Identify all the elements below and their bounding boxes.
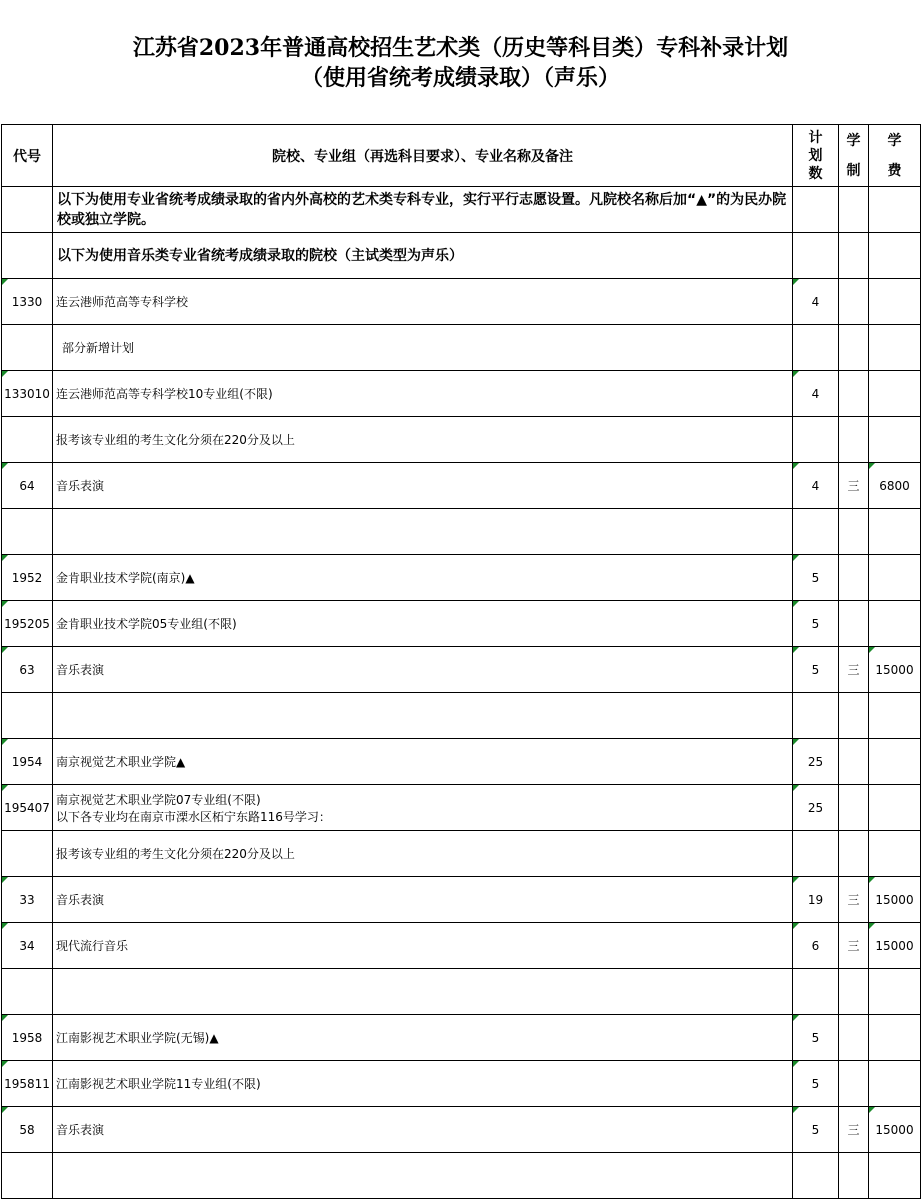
plan-cell: 4	[793, 371, 839, 417]
fee-cell	[869, 417, 921, 463]
xuezhi-cell	[839, 279, 869, 325]
xuezhi-cell	[839, 785, 869, 831]
code-cell: 195811	[2, 1061, 53, 1107]
code-cell: 195205	[2, 601, 53, 647]
table-row	[2, 831, 921, 877]
notice-row	[2, 233, 921, 279]
code-cell	[2, 969, 53, 1015]
name-cell: 部分新增计划	[53, 325, 793, 371]
table-row	[2, 923, 921, 969]
table-row	[2, 601, 921, 647]
table-row	[2, 325, 921, 371]
plan-cell	[793, 693, 839, 739]
name-cell: 南京视觉艺术职业学院▲	[53, 739, 793, 785]
code-cell: 1952	[2, 555, 53, 601]
plan-cell	[793, 509, 839, 555]
xuezhi-cell	[839, 555, 869, 601]
plan-cell: 5	[793, 1015, 839, 1061]
table-row	[2, 279, 921, 325]
table-row	[2, 1015, 921, 1061]
name-line-2: 以下各专业均在南京市溧水区柘宁东路116号学习：	[56, 809, 331, 824]
fee-cell	[869, 1015, 921, 1061]
code-cell: 1330	[2, 279, 53, 325]
fee-cell: 15000	[869, 877, 921, 923]
notice-code-cell	[2, 233, 53, 279]
xuezhi-cell	[839, 1015, 869, 1061]
plan-cell	[793, 325, 839, 371]
table-row	[2, 463, 921, 509]
fee-cell: 15000	[869, 923, 921, 969]
notice-row	[2, 187, 921, 233]
code-cell: 195407	[2, 785, 53, 831]
name-cell: 音乐表演	[53, 463, 793, 509]
fee-cell	[869, 279, 921, 325]
code-cell	[2, 831, 53, 877]
xuezhi-cell	[839, 739, 869, 785]
plan-cell	[793, 417, 839, 463]
fee-cell	[869, 693, 921, 739]
xuezhi-cell	[839, 325, 869, 371]
code-cell: 63	[2, 647, 53, 693]
code-cell: 64	[2, 463, 53, 509]
empty-cell	[839, 187, 869, 233]
header-fee-2: 费	[887, 162, 902, 179]
xuezhi-cell	[839, 693, 869, 739]
code-cell	[2, 1153, 53, 1199]
code-cell: 1954	[2, 739, 53, 785]
fee-cell	[869, 325, 921, 371]
code-cell	[2, 509, 53, 555]
fee-cell: 15000	[869, 647, 921, 693]
name-cell: 音乐表演	[53, 1107, 793, 1153]
empty-cell	[839, 233, 869, 279]
xuezhi-cell: 三	[839, 463, 869, 509]
table-row	[2, 1107, 921, 1153]
header-code: 代号	[2, 125, 53, 187]
name-cell: 连云港师范高等专科学校10专业组(不限)	[53, 371, 793, 417]
notice-code-cell	[2, 187, 53, 233]
table-row	[2, 969, 921, 1015]
table-row	[2, 1153, 921, 1199]
code-cell	[2, 325, 53, 371]
xuezhi-cell	[839, 509, 869, 555]
table-row	[2, 1061, 921, 1107]
xuezhi-cell: 三	[839, 647, 869, 693]
header-fee-1: 学	[887, 132, 902, 149]
fee-cell	[869, 831, 921, 877]
code-cell: 1958	[2, 1015, 53, 1061]
name-cell	[53, 785, 793, 831]
xuezhi-cell	[839, 1061, 869, 1107]
header-plan-2: 划	[808, 147, 823, 164]
table-row	[2, 877, 921, 923]
plan-cell	[793, 1153, 839, 1199]
table-row	[2, 371, 921, 417]
fee-cell: 15000	[869, 1107, 921, 1153]
xuezhi-cell	[839, 969, 869, 1015]
table-row	[2, 693, 921, 739]
plan-cell: 4	[793, 463, 839, 509]
notice-text: 以下为使用专业省统考成绩录取的省内外高校的艺术类专科专业，实行平行志愿设置。凡院校名称后加“▲”的为民办院校或独立学院。	[53, 187, 793, 233]
header-plan	[793, 125, 839, 187]
table-row	[2, 739, 921, 785]
xuezhi-cell	[839, 417, 869, 463]
code-cell	[2, 417, 53, 463]
table-header	[2, 125, 921, 187]
table-row	[2, 555, 921, 601]
fee-cell: 6800	[869, 463, 921, 509]
plan-cell: 5	[793, 555, 839, 601]
name-cell: 江南影视艺术职业学院11专业组(不限)	[53, 1061, 793, 1107]
name-cell: 报考该专业组的考生文化分须在220分及以上	[53, 831, 793, 877]
xuezhi-cell	[839, 371, 869, 417]
name-cell: 连云港师范高等专科学校	[53, 279, 793, 325]
plan-cell: 5	[793, 1107, 839, 1153]
empty-cell	[793, 187, 839, 233]
name-cell	[53, 1153, 793, 1199]
plan-cell: 4	[793, 279, 839, 325]
page-title: 江苏省2023年普通高校招生艺术类（历史等科目类）专科补录计划	[132, 35, 789, 61]
xuezhi-cell: 三	[839, 923, 869, 969]
table-row	[2, 785, 921, 831]
fee-cell	[869, 1061, 921, 1107]
name-cell: 音乐表演	[53, 647, 793, 693]
header-xuezhi	[839, 125, 869, 187]
fee-cell	[869, 371, 921, 417]
code-cell: 33	[2, 877, 53, 923]
xuezhi-cell: 三	[839, 877, 869, 923]
code-cell: 58	[2, 1107, 53, 1153]
name-cell: 金肯职业技术学院05专业组(不限)	[53, 601, 793, 647]
fee-cell	[869, 601, 921, 647]
plan-cell: 19	[793, 877, 839, 923]
header-fee	[869, 125, 921, 187]
name-cell: 现代流行音乐	[53, 923, 793, 969]
page-subtitle: （使用省统考成绩录取）（声乐）	[300, 65, 620, 91]
name-cell: 报考该专业组的考生文化分须在220分及以上	[53, 417, 793, 463]
header-xuezhi-2: 制	[846, 162, 861, 179]
name-cell	[53, 693, 793, 739]
plan-table	[1, 124, 921, 1199]
fee-cell	[869, 555, 921, 601]
table-row	[2, 417, 921, 463]
plan-cell	[793, 969, 839, 1015]
plan-cell	[793, 831, 839, 877]
empty-cell	[793, 233, 839, 279]
plan-cell: 5	[793, 601, 839, 647]
empty-cell	[869, 187, 921, 233]
fee-cell	[869, 785, 921, 831]
plan-cell: 5	[793, 647, 839, 693]
fee-cell	[869, 509, 921, 555]
name-cell	[53, 969, 793, 1015]
xuezhi-cell	[839, 831, 869, 877]
table-row	[2, 509, 921, 555]
header-name: 院校、专业组（再选科目要求）、专业名称及备注	[53, 125, 793, 187]
code-cell: 133010	[2, 371, 53, 417]
name-cell: 江南影视艺术职业学院(无锡)▲	[53, 1015, 793, 1061]
header-xuezhi-1: 学	[846, 132, 861, 149]
name-cell: 金肯职业技术学院(南京)▲	[53, 555, 793, 601]
plan-cell: 25	[793, 785, 839, 831]
fee-cell	[869, 969, 921, 1015]
name-cell	[53, 509, 793, 555]
table-row	[2, 647, 921, 693]
plan-cell: 25	[793, 739, 839, 785]
xuezhi-cell	[839, 601, 869, 647]
plan-cell: 5	[793, 1061, 839, 1107]
fee-cell	[869, 1153, 921, 1199]
fee-cell	[869, 739, 921, 785]
empty-cell	[869, 233, 921, 279]
notice-text: 以下为使用音乐类专业省统考成绩录取的院校（主试类型为声乐）	[53, 233, 793, 279]
plan-cell: 6	[793, 923, 839, 969]
header-plan-3: 数	[808, 165, 823, 182]
code-cell: 34	[2, 923, 53, 969]
name-cell: 音乐表演	[53, 877, 793, 923]
xuezhi-cell: 三	[839, 1107, 869, 1153]
code-cell	[2, 693, 53, 739]
name-line-1: 南京视觉艺术职业学院07专业组(不限)	[56, 792, 261, 807]
header-plan-1: 计	[808, 129, 823, 146]
xuezhi-cell	[839, 1153, 869, 1199]
